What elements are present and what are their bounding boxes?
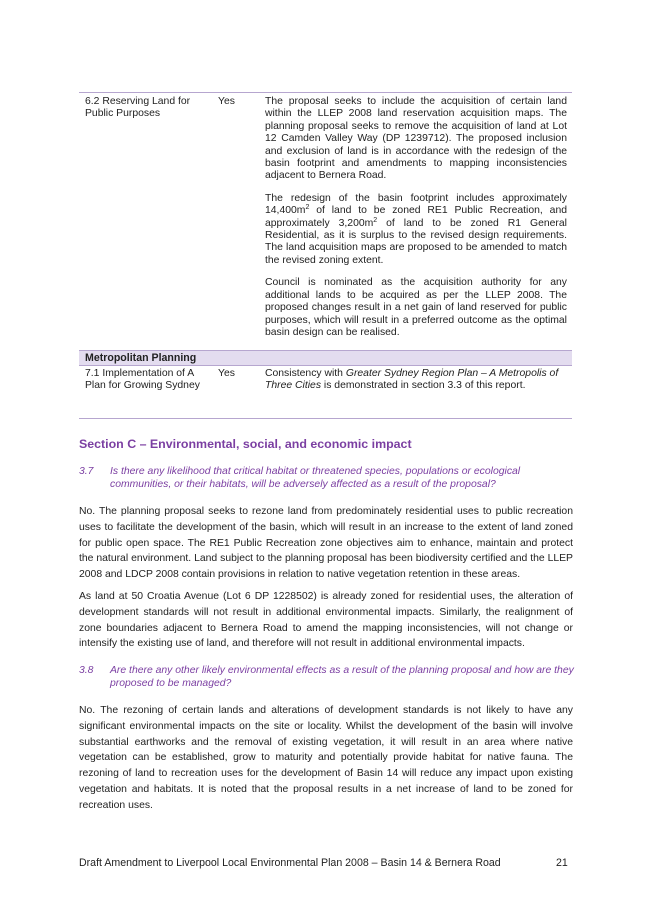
question-text: Is there any likelihood that critical habitat or threatened species, populations or ecological communities, or their habitats, will be adversely affected as a result of the proposal?	[110, 466, 521, 490]
question-number: 3.8	[79, 665, 94, 676]
row-comment: Consistency with Greater Sydney Region Plan – A Metropolis of Three Cities is demonstrated in section 3.3 of this report.	[265, 368, 559, 392]
row-status: Yes	[218, 368, 235, 379]
table-bottom-rule	[79, 418, 572, 419]
row-label: 7.1 Implementation of A Plan for Growing Sydney	[85, 368, 200, 392]
page-number: 21	[556, 857, 568, 869]
question-number: 3.7	[79, 466, 94, 477]
comment-paragraph: The proposal seeks to include the acquisition of certain land within the LLEP 2008 land reservation acquisition maps. The planning proposal seeks to remove the acquisition of land at Lot 12 Camden Valley Way (DP 1239712). The proposed inclusion and exclusion of land is in accordance with the redesign of the basin footprint and amendments to mapping inconsistencies adjacent to Bernera Road.	[265, 96, 567, 182]
question-text: Are there any other likely environmental effects as a result of the planning proposal and how are they proposed to be managed?	[110, 665, 574, 689]
body-paragraph: No. The planning proposal seeks to rezone land from predominately residential uses to public recreation uses to facilitate the development of the basin, which will result in an increase to the extent of land zoned for public open space. The RE1 Public Recreation zone objectives aim to enhance, maintain and protect the natural environment. Land subject to the planning proposal has been biodiversity certified and the LLEP 2008 and LDCP 2008 contain provisions in relation to native vegetation retention in these areas.	[79, 506, 573, 581]
row-label: 6.2 Reserving Land for Public Purposes	[85, 96, 191, 120]
table-row	[79, 368, 572, 418]
consistency-table	[79, 92, 572, 419]
row-comment	[265, 96, 567, 339]
section-heading: Section C – Environmental, social, and economic impact	[79, 437, 412, 451]
comment-paragraph: The redesign of the basin footprint includes approximately $14,400m^2$ of land to be zoned RE1 Public Recreation, and approximately $3,200m^2$ of land to be zoned R1 General Residential, as it is surplus to the revised design requirements. The land acquisition maps are proposed to be amended to match the revised zoning extent.	[265, 192, 567, 266]
question-3-7	[79, 465, 579, 491]
table-top-rule	[79, 92, 572, 93]
footer-title: Draft Amendment to Liverpool Local Environmental Plan 2008 – Basin 14 & Bernera Road	[79, 857, 501, 869]
question-3-8	[79, 664, 579, 690]
body-paragraph: No. The rezoning of certain lands and alterations of development standards is not likely to have any significant environmental impacts on the site or locality. Whilst the development of the basin will involve substantial earthworks and the removal of existing vegetation, it will result in an area where native vegetation can be established, grow to maturity and potentially provide habitat for native fauna. The rezoning of land to recreation uses for the development of Basin 14 will reduce any impact upon existing vegetation and habitats. It is noted that the proposal results in a net increase of land to be zoned for recreation uses.	[79, 705, 573, 811]
table-section-band: Metropolitan Planning	[79, 350, 572, 366]
body-paragraph: As land at 50 Croatia Avenue (Lot 6 DP 1228502) is already zoned for residential uses, the alteration of development standards will not result in additional environmental impacts. Similarly, the realignment of zone boundaries adjacent to Bernera Road to amend the mapping inconsistencies, will not change or intensify the existing use of land, and therefore will not result in additional environmental impacts.	[79, 591, 573, 650]
table-row	[79, 96, 572, 350]
comment-paragraph: Council is nominated as the acquisition authority for any additional lands to be acquired as per the LLEP 2008. The proposed changes result in a net gain of land reserved for public purposes, which will result in a preferred outcome as the optimal basin design can be realised.	[265, 277, 567, 338]
row-status: Yes	[218, 96, 235, 107]
